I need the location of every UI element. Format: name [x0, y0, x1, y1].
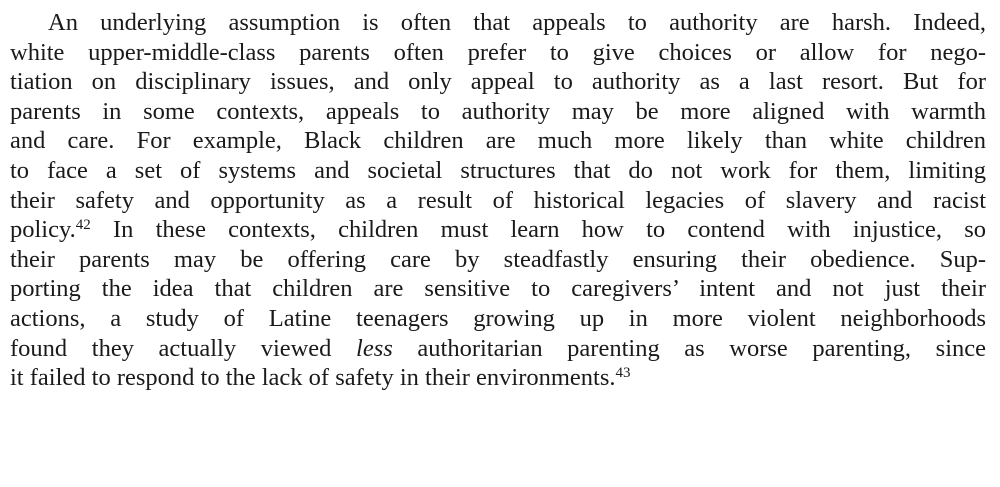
text-line: to face a set of systems and societal structures that do not work for them, limiting — [10, 156, 986, 184]
footnote-marker: 42 — [75, 216, 91, 233]
emphasis-text: less — [356, 334, 393, 362]
text-line: An underlying assumption is often that appeals to authority are harsh. Indeed, — [48, 9, 986, 36]
text-line — [10, 215, 986, 245]
text-line — [10, 334, 986, 364]
text-line: actions, a study of Latine teenagers growing up in more violent neighborhoods — [10, 304, 986, 332]
text-line: parents in some contexts, appeals to authority may be more aligned with warmth — [10, 97, 986, 125]
text-line — [10, 363, 986, 393]
text-line: tiation on disciplinary issues, and only appeal to authority as a last resort. But for — [10, 68, 986, 96]
text-line: porting the idea that children are sensitive to caregivers’ intent and not just their — [10, 275, 986, 303]
text-run: found they actually viewed — [10, 334, 357, 362]
text-line: their safety and opportunity as a result of historical legacies of slavery and racist — [10, 186, 986, 214]
text-line: white upper-middle-class parents often prefer to give choices or allow for nego- — [10, 38, 986, 66]
text-run: authoritarian parenting as worse parenting, since — [392, 334, 986, 362]
text-line: and care. For example, Black children are much more likely than white children — [10, 127, 986, 155]
text-run: it failed to respond to the lack of safety in their environments. — [10, 364, 616, 392]
text-line: their parents may be offering care by steadfastly ensuring their obedience. Sup- — [10, 245, 986, 273]
text-run: policy. — [10, 216, 76, 244]
footnote-marker: 43 — [615, 364, 631, 381]
text-run: In these contexts, children must learn how to contend with injustice, so — [90, 216, 986, 244]
body-paragraph — [10, 8, 986, 393]
